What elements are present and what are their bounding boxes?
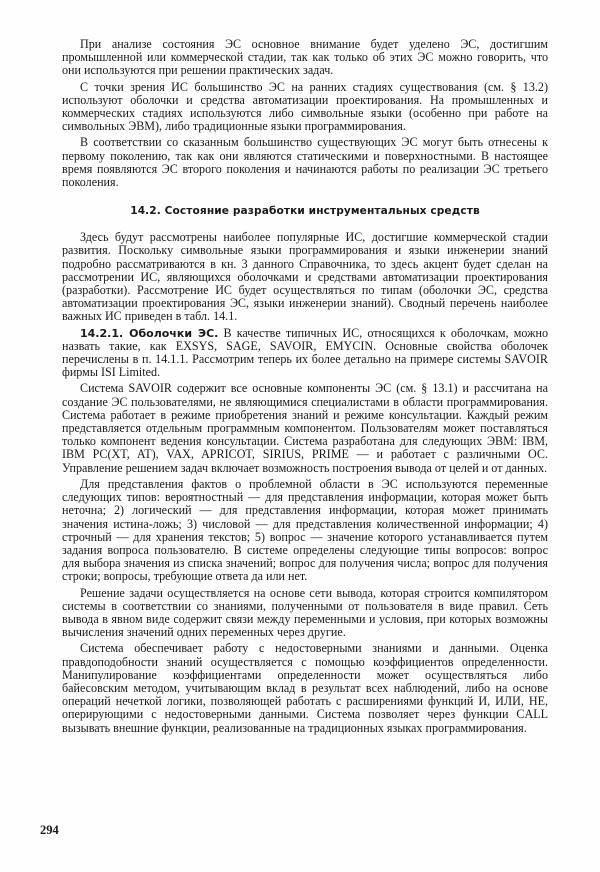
page-body: [62, 38, 548, 738]
paragraph-section-intro: Здесь будут рассмотрены наиболее популярные ИС, достигшие коммерческой стадии развития. Поскольку символьные языки программирования и языки инженерии знаний подробно рассматриваются в кн. 3 данного Справочника, то здесь акцент будет сделан на рассмотрении ИС, являющихся оболочками и средствами автоматизации проектирования (разработки). Рассмотрение ИС будет осуществляться по типам (оболочки ЭС, средства автоматизации проектирования ЭС, языки инженерии знаний). Сводный перечень наиболее важных ИС приведен в табл. 14.1.: [62, 230, 548, 324]
paragraph-uncertainty: Система обеспечивает работу с недостоверными знаниями и данными. Оценка правдоподобности знаний осуществляется с помощью коэффициентов определенности. Манипулирование коэффициентами определенности может осуществляться либо байесовским методом, учитывающим вклад в результат всех наблюдений, либо на основе операций нечеткой логики, позволяющей работать с расширениями функций И, ИЛИ, НЕ, оперирующими с недостоверными данными. Система позволяет через функции CALL вызывать внешние функции, реализованные на традиционных языках программирования.: [62, 641, 548, 735]
paragraph-inference-network: Решение задачи осуществляется на основе сети вывода, которая строится компилятором системы в соответствии со знаниями, полученными от пользователя в виде правил. Сеть вывода в явном виде содержит связи между переменными и условия, при которых возможны вычисления значений одних переменных через другие.: [62, 585, 548, 640]
paragraph-tool-usage: С точки зрения ИС большинство ЭС на ранних стадиях существования (см. § 13.2) используют оболочки и средства автоматизации проектирования. На промышленных и коммерческих стадиях используются либо символьные языки (особенно при работе на символьных ЭВМ), либо традиционные языки программирования.: [62, 79, 548, 134]
paragraph-shells: [62, 327, 548, 380]
paragraph-variable-types: Для представления фактов о проблемной области в ЭС используются переменные следующих типов: вероятностный — для представления информации, которая может быть неточна; 2) логический — для представления информации, которая может принимать значения истина-ложь; 3) числовой — для представления количественной информации; 4) строчный — для хранения текстов; 5) вопрос — значение которого устанавливается путем задания вопроса пользователю. В системе определены следующие типы вопросов: вопрос для выбора значения из списка значений; вопрос для получения числа; вопрос для получения строки; вопросы, требующие ответа да или нет.: [62, 476, 548, 584]
paragraph-analysis-focus: При анализе состояния ЭС основное внимание будет уделено ЭС, достигшим промышленной или коммерческой стадии, так как только об этих ЭС можно говорить, что они используются при решении практических задач.: [62, 37, 548, 78]
paragraph-generations: В соответствии со сказанным большинство существующих ЭС могут быть отнесены к первому поколению, так как они являются статическими и поверхностными. В настоящее время появляются ЭС второго поколения и начинаются работы по реализации ЭС третьего поколения.: [62, 135, 548, 190]
paragraph-savoir-components: Система SAVOIR содержит все основные компоненты ЭС (см. § 13.1) и рассчитана на создание ЭС пользователями, не являющимися специалистами в области программирования. Система работает в режиме приобретения знаний и режиме консультации. Каждый режим представляется отдельным программным компонентом. Пользователям может поставляться только компонент ведения консультации. Система разработана для следующих ЭВМ: IBM, IBM PC(XT, AT), VAX, APRICOT, SIRIUS, PRIME — и работает с различными ОС. Управление решением задач включает возможность построения вывода от целей и от данных.: [62, 381, 548, 475]
subsection-text: В качестве типичных ИС, относящихся к оболочкам, можно назвать такие, как EXSYS, SAGE, SAVOIR, EMYCIN. Основные свойства оболочек перечислены в п. 14.1.1. Рассмотрим теперь их более детально на примере системы SAVOIR фирмы ISI Limited.: [62, 325, 549, 380]
page-number: 294: [40, 823, 59, 837]
subsection-heading: 14.2.1. Оболочки ЭС.: [80, 326, 219, 340]
section-heading: 14.2. Состояние разработки инструментальных средств: [130, 205, 480, 218]
